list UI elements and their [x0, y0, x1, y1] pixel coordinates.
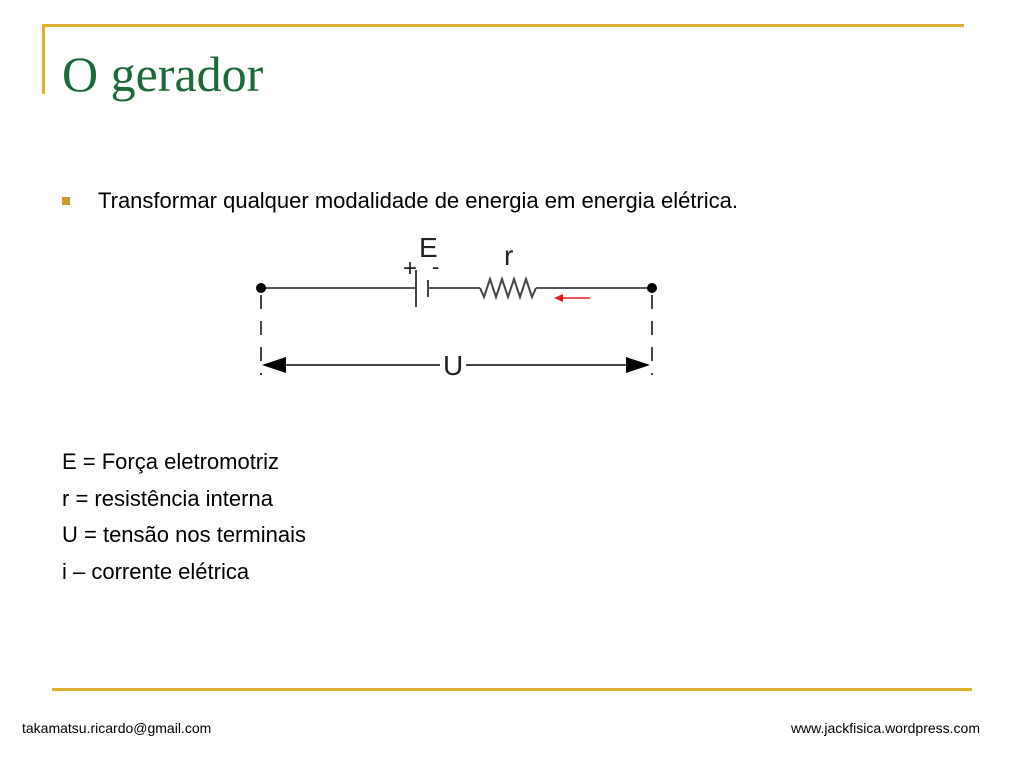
left-border-line: [42, 24, 45, 94]
voltage-label: U: [443, 350, 464, 381]
legend-item-voltage: U = tensão nos terminais: [62, 522, 306, 547]
resistance-label: r: [504, 240, 514, 271]
minus-sign: -: [432, 254, 440, 279]
footer-website: www.jackfisica.wordpress.com: [790, 720, 980, 736]
resistor-zigzag: [480, 279, 536, 297]
footer-email: takamatsu.ricardo@gmail.com: [22, 720, 212, 736]
left-terminal-node: [256, 283, 266, 293]
legend-item-emf: E = Força eletromotriz: [62, 449, 280, 474]
bullet-item: [62, 186, 738, 216]
emf-label: E: [419, 232, 438, 263]
slide-title: O gerador: [62, 46, 264, 102]
legend-item-resistance: r = resistência interna: [62, 485, 273, 511]
top-border-line: [42, 24, 964, 27]
symbol-legend: [62, 444, 306, 590]
legend-item-current: i – corrente elétrica: [62, 558, 250, 584]
bullet-square-icon: [62, 197, 70, 205]
plus-sign: +: [403, 255, 418, 282]
voltage-arrowhead-right: [626, 357, 650, 373]
right-terminal-node: [647, 283, 657, 293]
footer-divider: [52, 688, 972, 691]
voltage-arrowhead-left: [262, 357, 286, 373]
bullet-text: Transformar qualquer modalidade de energia em energia elétrica.: [98, 188, 738, 213]
current-arrow-head: [554, 294, 563, 302]
circuit-diagram: [240, 225, 680, 390]
